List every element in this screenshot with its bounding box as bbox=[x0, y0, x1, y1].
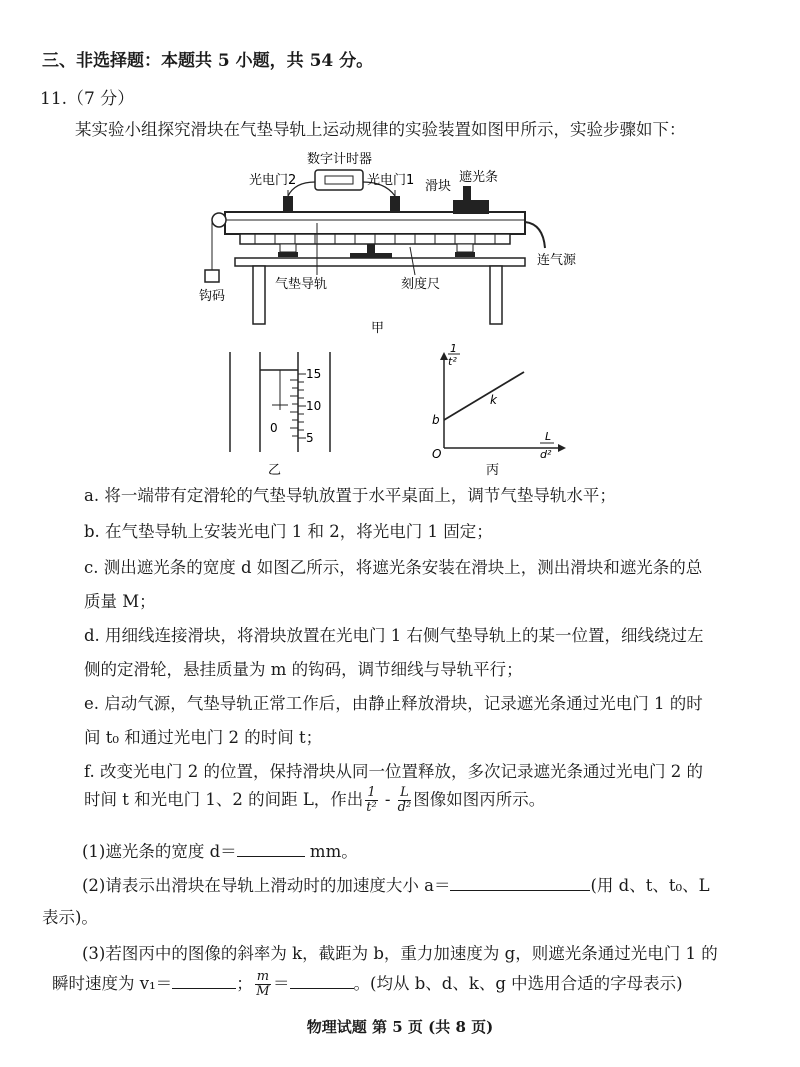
q2-text: (2)请表示出滑块在导轨上滑动时的加速度大小 a＝ bbox=[82, 876, 451, 895]
label-weight: 钩码 bbox=[199, 289, 226, 304]
label-shade: 遮光条 bbox=[459, 170, 499, 185]
graph-intercept: b bbox=[432, 413, 440, 427]
q1-text: (1)遮光条的宽度 d＝ bbox=[82, 842, 237, 861]
caption-yi: 乙 bbox=[268, 463, 282, 478]
question-number: 11.（7 分） bbox=[40, 89, 135, 109]
graph-slope: k bbox=[490, 393, 497, 407]
answer-blank-ratio[interactable] bbox=[290, 974, 354, 989]
fraction-l-d2 bbox=[398, 786, 412, 815]
frac1-num: 1 bbox=[367, 785, 376, 800]
q3-pre: 瞬时速度为 v₁＝ bbox=[52, 974, 173, 993]
frac1-den: t² bbox=[366, 800, 377, 815]
air-track bbox=[225, 212, 525, 234]
caption-jia: 甲 bbox=[371, 321, 385, 336]
question-3-line1: (3)若图丙中的图像的斜率为 k，截距为 b，重力加速度为 g，则遮光条通过光电门 1 的 bbox=[82, 944, 718, 963]
caption-bing: 丙 bbox=[486, 463, 500, 478]
step-a: a. 将一端带有定滑轮的气垫导轨放置于水平桌面上，调节气垫导轨水平； bbox=[84, 486, 616, 505]
step-d-line2: 侧的定滑轮，悬挂质量为 m 的钩码，调节细线与导轨平行； bbox=[84, 660, 523, 679]
step-f-pre: 时间 t 和光电门 1、2 的间距 L，作出 bbox=[84, 790, 364, 809]
frac-M: M bbox=[256, 984, 270, 999]
label-gate1: 光电门1 bbox=[367, 173, 415, 188]
slider bbox=[453, 200, 489, 214]
shade-strip bbox=[463, 186, 471, 200]
answer-blank-a[interactable] bbox=[450, 876, 590, 891]
step-f-dash: - bbox=[384, 790, 391, 809]
vernier-tick-10: 10 bbox=[306, 399, 322, 413]
question-3-line2 bbox=[52, 970, 683, 999]
fraction-inverse-t2 bbox=[365, 786, 377, 815]
step-f-post: 图像如图丙所示。 bbox=[413, 790, 546, 809]
step-e-line2: 间 t₀ 和通过光电门 2 的时间 t； bbox=[84, 728, 323, 747]
step-c-line2: 质量 M； bbox=[84, 592, 156, 611]
step-f-line2 bbox=[84, 786, 545, 815]
question-1 bbox=[82, 838, 358, 862]
step-f-line1: f. 改变光电门 2 的位置，保持滑块从同一位置释放，多次记录遮光条通过光电门 2 的 bbox=[84, 762, 703, 781]
figure-vernier bbox=[220, 350, 340, 480]
pulley bbox=[212, 213, 226, 227]
frac-m: m bbox=[256, 969, 270, 984]
step-e-line1: e. 启动气源，气垫导轨正常工作后，由静止释放滑块，记录遮光条通过光电门 1 的时 bbox=[84, 694, 703, 713]
q3-eq: ＝ bbox=[273, 974, 290, 993]
graph-x-den: d² bbox=[540, 448, 552, 461]
vernier-zero: 0 bbox=[270, 421, 278, 435]
vernier-tick-15: 15 bbox=[306, 367, 322, 381]
question-intro: 某实验小组探究滑块在气垫导轨上运动规律的实验装置如图甲所示，实验步骤如下： bbox=[75, 120, 686, 139]
question-2 bbox=[82, 872, 710, 896]
figure-graph bbox=[418, 340, 568, 480]
q3-post: 。(均从 b、d、k、g 中选用合适的字母表示) bbox=[353, 974, 683, 993]
graph-y-den: t² bbox=[448, 355, 457, 368]
label-rail: 气垫导轨 bbox=[275, 277, 328, 292]
label-scale: 刻度尺 bbox=[401, 277, 441, 292]
graph-origin: O bbox=[432, 447, 442, 461]
photogate-2 bbox=[283, 196, 293, 212]
photogate-1 bbox=[390, 196, 400, 212]
label-air: 连气源 bbox=[537, 253, 577, 268]
graph-y-num: 1 bbox=[450, 342, 457, 355]
graph-x-num: L bbox=[545, 430, 552, 443]
answer-blank-d[interactable] bbox=[237, 842, 305, 857]
fraction-m-M bbox=[255, 970, 271, 999]
frac2-num: L bbox=[398, 786, 412, 801]
figure-apparatus bbox=[195, 150, 595, 340]
step-b: b. 在气垫导轨上安装光电门 1 和 2，将光电门 1 固定； bbox=[84, 522, 493, 541]
vernier-tick-5: 5 bbox=[306, 431, 314, 445]
q3-sep: ； bbox=[236, 974, 253, 993]
step-c-line1: c. 测出遮光条的宽度 d 如图乙所示，将遮光条安装在滑块上，测出滑块和遮光条的总 bbox=[84, 558, 703, 577]
frac2-den: d² bbox=[397, 800, 412, 815]
graph-line bbox=[444, 372, 524, 420]
hook-weight bbox=[205, 270, 219, 282]
answer-blank-v1[interactable] bbox=[172, 974, 236, 989]
table bbox=[235, 258, 525, 266]
label-timer: 数字计时器 bbox=[307, 152, 373, 167]
page-footer: 物理试题 第 5 页 (共 8 页) bbox=[306, 1018, 494, 1036]
section-title: 三、非选择题：本题共 5 小题，共 54 分。 bbox=[42, 51, 374, 71]
question-2-line2: 表示)。 bbox=[42, 908, 98, 927]
q2-note: (用 d、t、t₀、L bbox=[590, 876, 710, 895]
q1-unit: mm。 bbox=[304, 842, 358, 861]
label-slider: 滑块 bbox=[425, 179, 452, 194]
label-gate2: 光电门2 bbox=[249, 173, 297, 188]
step-d-line1: d. 用细线连接滑块，将滑块放置在光电门 1 右侧气垫导轨上的某一位置，细线绕过左 bbox=[84, 626, 704, 645]
